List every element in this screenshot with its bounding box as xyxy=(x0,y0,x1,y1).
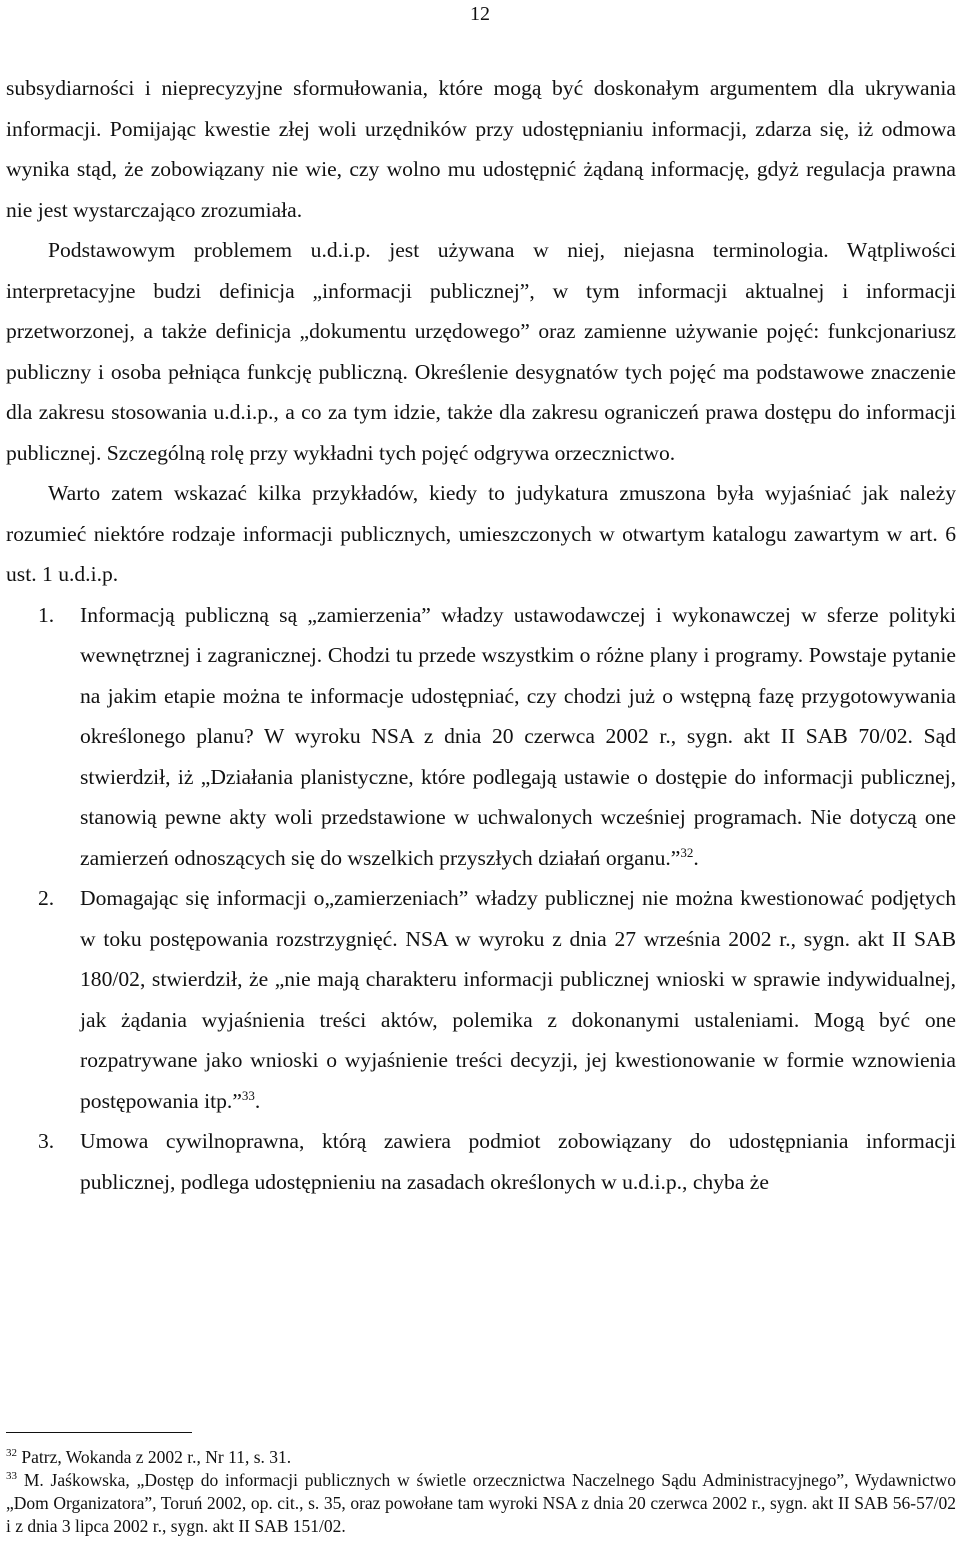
list-item-number: 2. xyxy=(38,886,55,910)
list-item-text: Domagając się informacji o„zamierzeniach” władzy publicznej nie można kwestionować podjętych w toku postępowania rozstrzygnięć. NSA w wyroku z dnia 27 września 2002 r., sygn. akt II SAB 180/02, stwierdził, że „nie mają charakteru informacji publicznej wnioski w sprawie indywidualnej, jak żądania wyjaśnienia treści aktów, polemika z dokonanymi ustaleniami. Mogą być one rozpatrywane jako wnioski o wyjaśnienie treści decyzji, jej kwestionowanie w formie wznowienia postępowania itp.” xyxy=(80,886,956,1113)
list-item-number: 1. xyxy=(38,602,55,627)
paragraph-intro: subsydiarności i nieprecyzyjne sformułowania, które mogą być doskonałym argumentem dla ukrywania informacji. Pomijając kwestie złej woli urzędników przy udostępnianiu informacji, zdarza się, iż odmowa wynika stąd, że zobowiązany nie wie, czy wolno mu udostępnić żądaną informację, gdyż regulacja prawna nie jest wystarczająco zrozumiała. xyxy=(6,76,956,222)
list-item xyxy=(6,1121,956,1202)
footnote-ref[interactable]: 33 xyxy=(241,1087,255,1103)
list-item-tail: . xyxy=(693,845,699,870)
footnote-divider xyxy=(6,1432,192,1433)
footnote-text: M. Jaśkowska, „Dostęp do informacji publicznych w świetle orzecznictwa Naczelnego Sądu Administracyjnego”, Wydawnictwo „Dom Organizatora”, Toruń 2002, op. cit., s. 35, oraz powołane tam wyroki NSA z dnia 20 czerwca 2002 r., sygn. akt II SAB 56-57/02 i z dnia 3 lipca 2002 r., sygn. akt II SAB 151/02. xyxy=(6,1470,957,1536)
paragraph-terminology: Podstawowym problemem u.d.i.p. jest używana w niej, niejasna terminologia. Wątpliwości interpretacyjne budzi definicja „informacji publicznej”, w tym informacji aktualnej i informacji przetworzonej, a także definicja „dokumentu urzędowego” oraz zamienne używanie pojęć: funkcjonariusz publiczny i osoba pełniąca funkcję publiczną. Określenie desygnatów tych pojęć ma podstawowe znaczenie dla zakresu stosowania u.d.i.p., a co za tym idzie, także dla zakresu ograniczeń prawa dostępu do informacji publicznej. Szczególną rolę przy wykładni tych pojęć odgrywa orzecznictwo. xyxy=(6,238,956,465)
paragraph-examples: Warto zatem wskazać kilka przykładów, kiedy to judykatura zmuszona była wyjaśniać jak należy rozumieć niektóre rodzaje informacji publicznych, umieszczonych w otwartym katalogu zawartym w art. 6 ust. 1 u.d.i.p. xyxy=(6,481,956,586)
list-item-text: Informacją publiczną są „zamierzenia” władzy ustawodawczej i wykonawczej w sferze polityki wewnętrznej i zagranicznej. Chodzi tu przede wszystkim o różne plany i programy. Powstaje pytanie na jakim etapie można te informacje udostępniać, czy chodzi już o wstępną fazę przygotowywania określonego planu? W wyroku NSA z dnia 20 czerwca 2002 r., sygn. akt II SAB 70/02. Sąd stwierdził, iż „Działania planistyczne, które podlegają ustawie o dostępie do informacji publicznej, stanowią pewne akty woli przedstawione w uchwalonych wcześniej programach. Nie dotyczą one zamierzeń odnoszących się do wszelkich przyszłych działań organu.” xyxy=(80,602,956,870)
list-item-tail: . xyxy=(254,1088,261,1113)
footnote-mark: 33 xyxy=(6,1470,17,1483)
footnotes xyxy=(6,1446,956,1538)
page-number: 12 xyxy=(470,3,490,25)
list-item xyxy=(6,595,956,879)
footnote xyxy=(6,1446,956,1469)
footnote-mark: 32 xyxy=(6,1447,17,1460)
examples-list xyxy=(6,595,956,1203)
list-item xyxy=(6,878,956,1121)
list-item-number: 3. xyxy=(38,1129,55,1153)
footnote-text: Patrz, Wokanda z 2002 r., Nr 11, s. 31. xyxy=(21,1447,292,1467)
footnote xyxy=(6,1469,956,1538)
list-item-text: Umowa cywilnoprawna, którą zawiera podmiot zobowiązany do udostępniania informacji publicznej, podlega udostępnieniu na zasadach określonych w u.d.i.p., chyba że xyxy=(80,1129,956,1194)
footnote-ref[interactable]: 32 xyxy=(680,844,694,860)
body-text xyxy=(6,68,956,1202)
